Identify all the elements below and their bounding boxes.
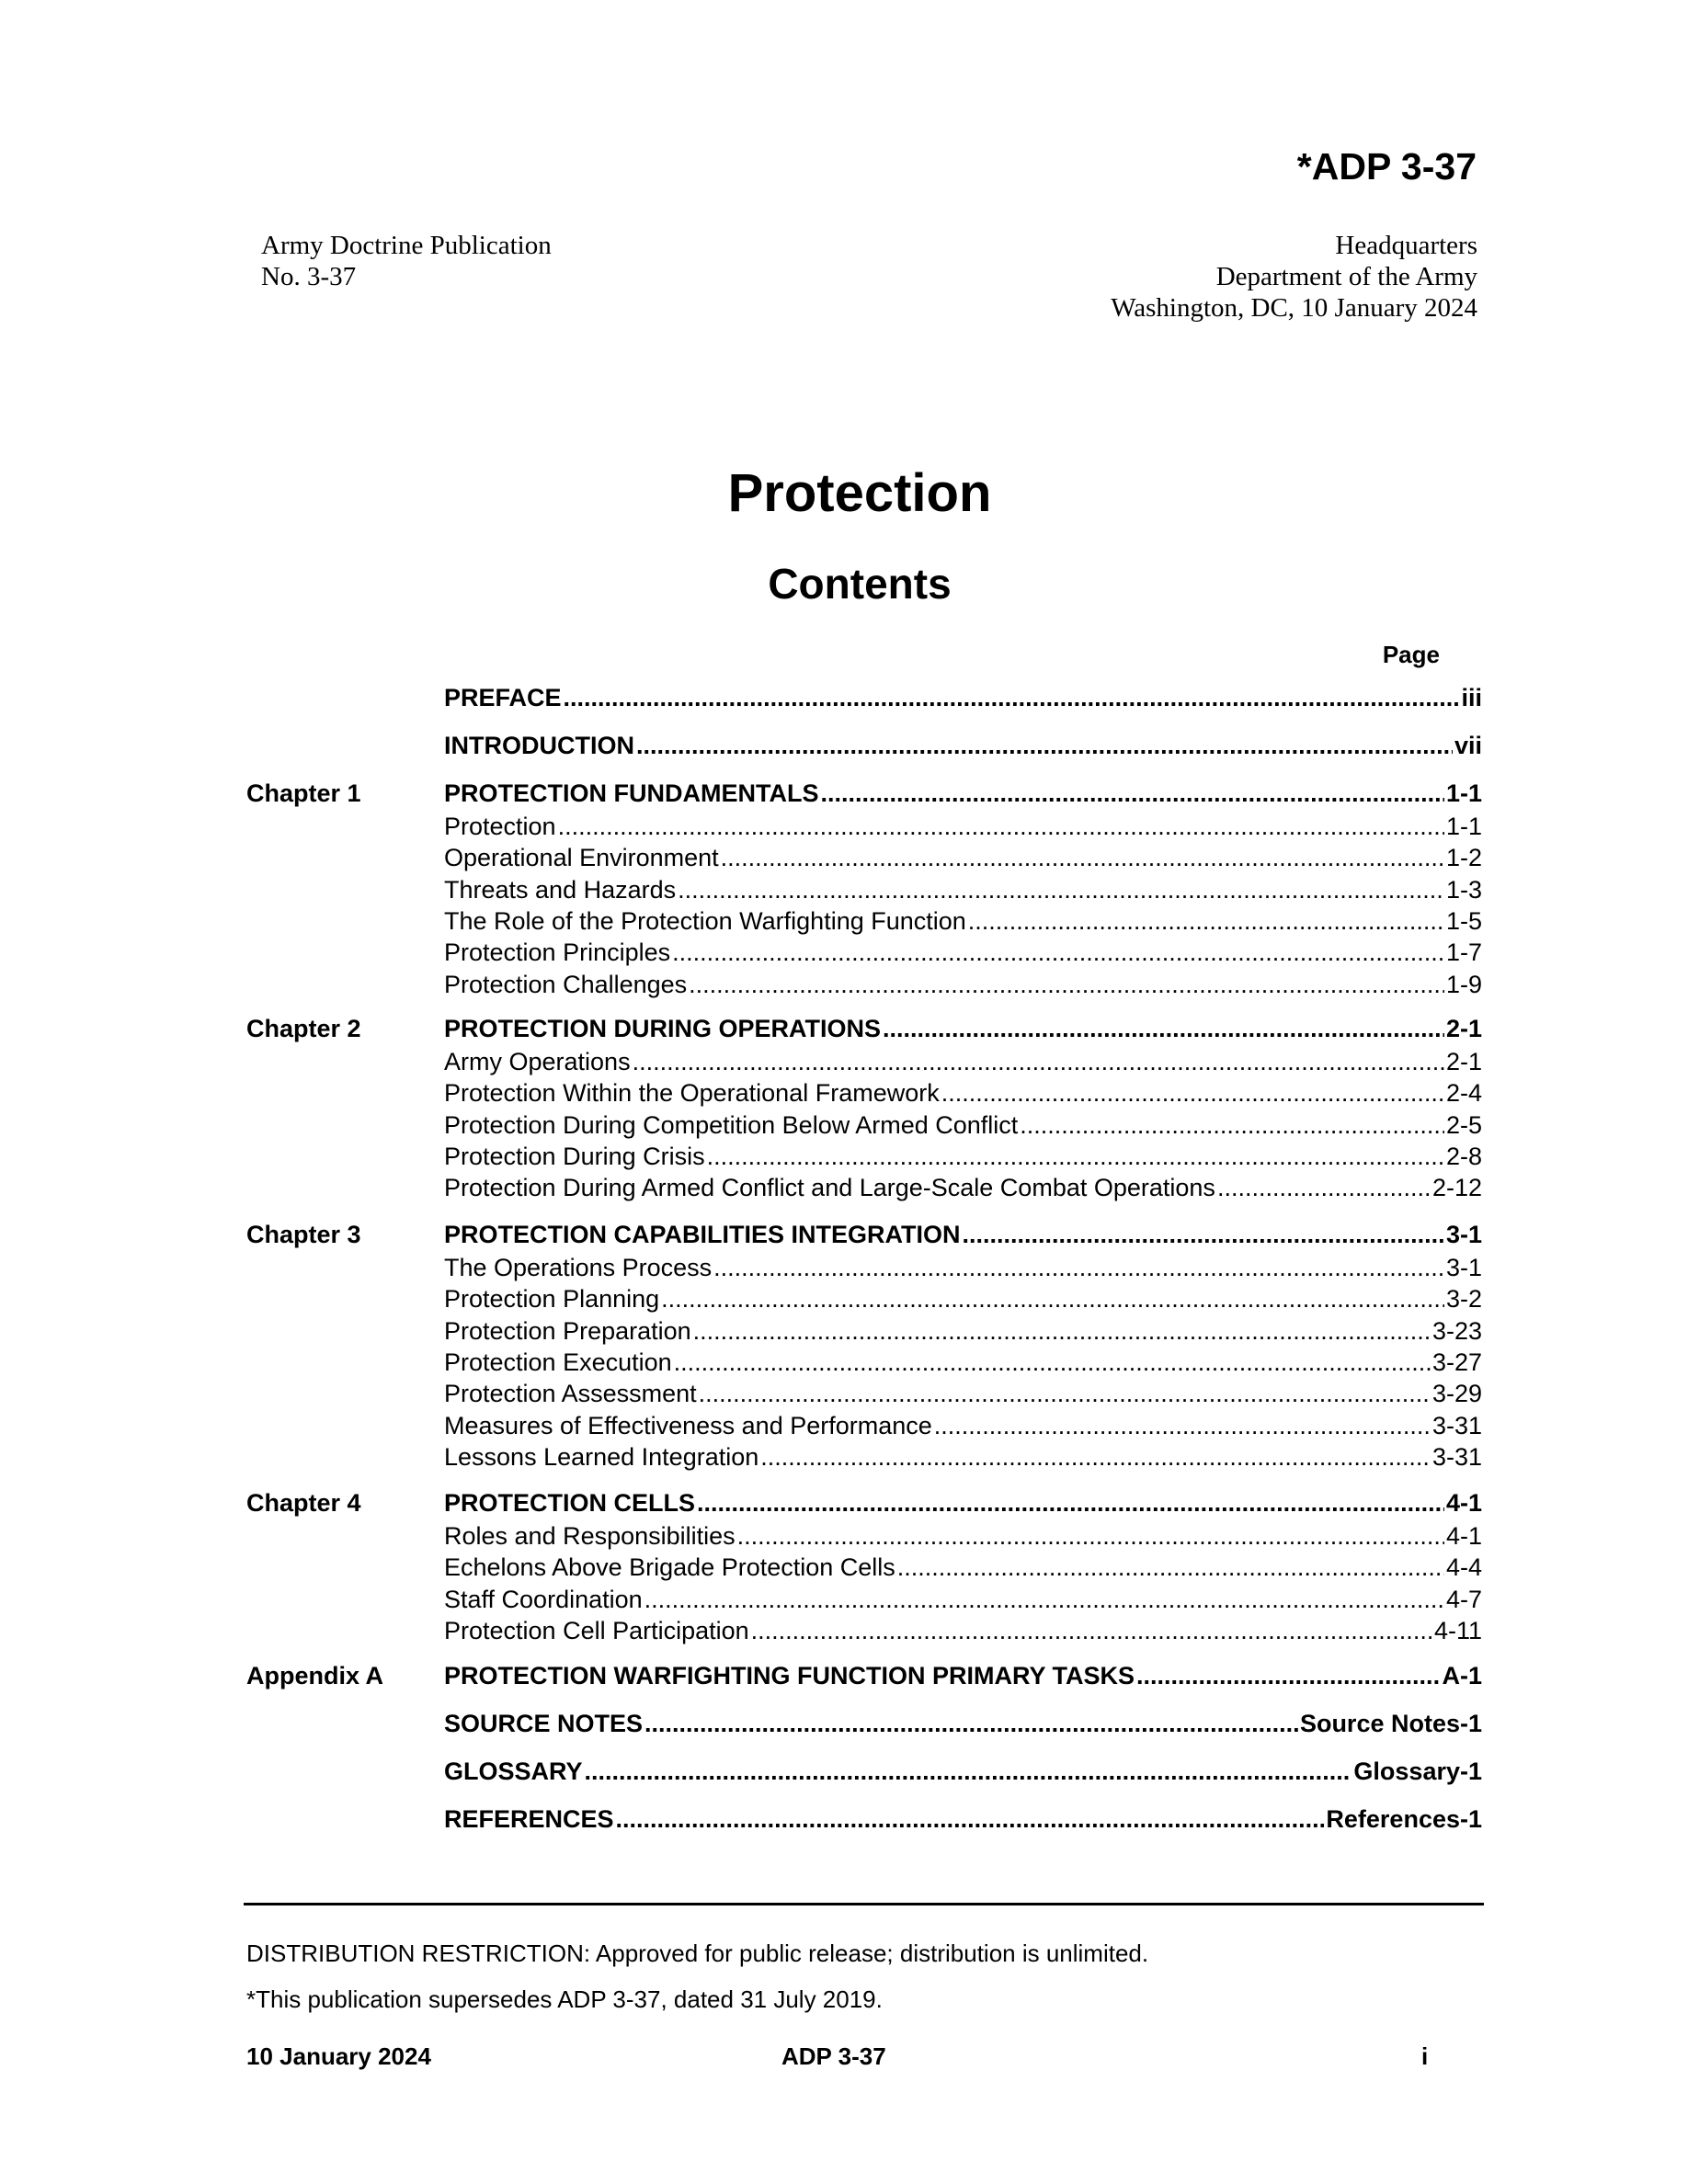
toc-entry-row[interactable] (444, 1410, 1482, 1441)
toc-page-number: 2-4 (1445, 1079, 1482, 1108)
toc-entry-row[interactable] (444, 874, 1482, 905)
toc-entry-title: Protection Within the Operational Framework (444, 1079, 940, 1108)
toc-entry-title: INTRODUCTION (444, 732, 634, 759)
toc-entry-row[interactable] (444, 937, 1482, 968)
toc-entry-title: REFERENCES (444, 1805, 614, 1833)
publication-number: *ADP 3-37 (1296, 145, 1477, 188)
toc-heading-row[interactable] (444, 1487, 1482, 1519)
supersedes-note: *This publication supersedes ADP 3-37, dated 31 July 2019. (246, 1985, 883, 2013)
dot-leader (707, 1141, 1444, 1172)
toc-entry-title: The Operations Process (444, 1254, 713, 1281)
toc-entry-row[interactable] (444, 1141, 1482, 1172)
toc-entry-title: Army Operations (444, 1048, 631, 1075)
dot-leader (693, 1315, 1431, 1347)
dot-leader (751, 1615, 1432, 1646)
toc-page-number: 2-1 (1445, 1048, 1482, 1075)
dot-leader (644, 1708, 1298, 1739)
toc-entry-title: Protection Execution (444, 1348, 672, 1376)
toc-section-label: Chapter 4 (246, 1489, 361, 1517)
toc-entry-title: Protection Cell Participation (444, 1616, 749, 1644)
dot-leader (1020, 1109, 1444, 1141)
dot-leader (689, 969, 1444, 1000)
toc-heading-row[interactable] (444, 682, 1482, 713)
dot-leader (820, 778, 1443, 809)
toc-entry-row[interactable] (444, 1172, 1482, 1203)
dot-leader (616, 1803, 1325, 1835)
department-line: Department of the Army (1215, 262, 1477, 291)
toc-entry-title: Measures of Effectiveness and Performance (444, 1411, 932, 1439)
toc-page-number: 4-11 (1433, 1616, 1482, 1644)
toc-page-number: 3-29 (1431, 1380, 1482, 1408)
toc-entry-row[interactable] (444, 1252, 1482, 1283)
toc-page-number: Source Notes-1 (1299, 1710, 1482, 1737)
toc-entry-title: The Role of the Protection Warfighting Function (444, 906, 966, 935)
toc-entry-title: Protection Principles (444, 938, 671, 967)
dot-leader (1136, 1660, 1440, 1691)
toc-page-number: Glossary-1 (1353, 1757, 1482, 1785)
toc-page-number: 3-23 (1431, 1316, 1482, 1345)
dot-leader (674, 1347, 1431, 1378)
toc-entry-row[interactable] (444, 969, 1482, 1000)
dot-leader (678, 874, 1444, 905)
toc-page-number: 4-7 (1445, 1585, 1482, 1613)
toc-page-number: 3-1 (1445, 1254, 1482, 1281)
toc-entry-title: Lessons Learned Integration (444, 1442, 759, 1471)
toc-heading-row[interactable] (444, 1219, 1482, 1250)
toc-page-number: 3-27 (1431, 1348, 1482, 1376)
toc-section-label: Chapter 1 (246, 779, 361, 807)
distribution-restriction: DISTRIBUTION RESTRICTION: Approved for public release; distribution is unlimited. (246, 1939, 1149, 1967)
toc-page-number: 1-2 (1445, 844, 1482, 872)
dot-leader (636, 730, 1453, 761)
toc-page-number: 2-12 (1431, 1174, 1482, 1202)
dot-leader (644, 1584, 1444, 1615)
dot-leader (1217, 1172, 1431, 1203)
toc-page-number: A-1 (1442, 1662, 1482, 1689)
dot-leader (934, 1410, 1431, 1441)
toc-heading-row[interactable] (444, 730, 1482, 761)
toc-entry-title: PROTECTION FUNDAMENTALS (444, 779, 819, 807)
toc-page-number: vii (1454, 732, 1482, 759)
toc-entry-row[interactable] (444, 905, 1482, 937)
toc-heading-row[interactable] (444, 1803, 1482, 1835)
toc-entry-row[interactable] (444, 1283, 1482, 1314)
toc-entry-title: Protection During Crisis (444, 1142, 705, 1170)
toc-page-number: 3-2 (1445, 1285, 1482, 1314)
toc-entry-title: GLOSSARY (444, 1757, 583, 1785)
toc-page-number: 1-1 (1445, 779, 1482, 807)
dot-leader (897, 1552, 1444, 1583)
toc-entry-title: SOURCE NOTES (444, 1710, 644, 1737)
toc-entry-title: PROTECTION CAPABILITIES INTEGRATION (444, 1221, 961, 1248)
toc-page-number: 1-7 (1445, 938, 1482, 967)
toc-page-number: References-1 (1326, 1805, 1482, 1833)
dot-leader (941, 1077, 1444, 1109)
toc-entry-row[interactable] (444, 811, 1482, 842)
toc-entry-row[interactable] (444, 842, 1482, 873)
toc-entry-row[interactable] (444, 1615, 1482, 1646)
toc-heading-row[interactable] (444, 778, 1482, 809)
toc-entry-row[interactable] (444, 1552, 1482, 1583)
toc-entry-row[interactable] (444, 1441, 1482, 1473)
dot-leader (883, 1013, 1444, 1044)
toc-page-number: 3-1 (1445, 1221, 1482, 1248)
toc-entry-title: Protection Preparation (444, 1316, 691, 1345)
toc-page-number: 2-8 (1445, 1142, 1482, 1170)
toc-section-label: Chapter 2 (246, 1015, 361, 1042)
dot-leader (697, 1487, 1444, 1519)
toc-page-number: iii (1461, 684, 1482, 711)
toc-page-number: 2-5 (1445, 1110, 1482, 1139)
publication-number-line: No. 3-37 (261, 262, 357, 291)
toc-page-number: 1-9 (1445, 970, 1482, 998)
footer-date: 10 January 2024 (246, 2042, 431, 2070)
toc-entry-title: Roles and Responsibilities (444, 1522, 736, 1550)
footer-publication: ADP 3-37 (781, 2042, 886, 2070)
toc-page-number: 4-4 (1445, 1553, 1482, 1582)
dot-leader (968, 905, 1444, 937)
toc-entry-row[interactable] (444, 1077, 1482, 1109)
toc-page-number: 4-1 (1445, 1489, 1482, 1517)
toc-entry-title: Protection (444, 813, 556, 840)
dot-leader (721, 842, 1444, 873)
toc-entry-row[interactable] (444, 1378, 1482, 1409)
toc-page-number: 3-31 (1431, 1411, 1482, 1439)
toc-heading-row[interactable] (444, 1013, 1482, 1044)
dot-leader (633, 1046, 1444, 1077)
toc-section-label: Chapter 3 (246, 1221, 361, 1248)
toc-page-number: 1-3 (1445, 875, 1482, 904)
toc-entry-title: Protection Planning (444, 1285, 660, 1314)
dot-leader (699, 1378, 1431, 1409)
toc-entry-title: Staff Coordination (444, 1585, 643, 1613)
toc-entry-title: PROTECTION WARFIGHTING FUNCTION PRIMARY TASKS (444, 1662, 1135, 1689)
document-title: Protection (727, 463, 992, 523)
page-column-heading: Page (1382, 641, 1440, 668)
publication-info (261, 230, 552, 292)
contents-heading: Contents (768, 560, 952, 608)
toc-page-number: 1-5 (1445, 906, 1482, 935)
toc-entry-row[interactable] (444, 1347, 1482, 1378)
toc-entry-title: PROTECTION DURING OPERATIONS (444, 1015, 882, 1042)
footer-page-number: i (1421, 2042, 1429, 2070)
dot-leader (661, 1283, 1444, 1314)
toc-page-number: 3-31 (1431, 1442, 1482, 1471)
dot-leader (558, 811, 1444, 842)
dot-leader (672, 937, 1444, 968)
dot-leader (760, 1441, 1431, 1473)
dot-leader (737, 1520, 1444, 1552)
toc-entry-title: Operational Environment (444, 844, 719, 872)
toc-section-label: Appendix A (246, 1662, 384, 1689)
headquarters-line: Headquarters (1335, 231, 1477, 260)
toc-entry-row[interactable] (444, 1109, 1482, 1141)
toc-page-number: 1-1 (1445, 813, 1482, 840)
toc-entry-title: Echelons Above Brigade Protection Cells (444, 1553, 895, 1582)
toc-heading-row[interactable] (444, 1756, 1482, 1787)
toc-entry-title: Protection Challenges (444, 970, 688, 998)
toc-heading-row[interactable] (444, 1708, 1482, 1739)
horizontal-rule (244, 1903, 1484, 1905)
toc-entry-row[interactable] (444, 1584, 1482, 1615)
dot-leader (713, 1252, 1444, 1283)
toc-entry-title: Protection During Armed Conflict and Large-Scale Combat Operations (444, 1174, 1215, 1202)
location-date-line: Washington, DC, 10 January 2024 (1111, 293, 1477, 323)
toc-page-number: 2-1 (1445, 1015, 1482, 1042)
publication-type: Army Doctrine Publication (261, 231, 552, 260)
dot-leader (585, 1756, 1352, 1787)
toc-entry-row[interactable] (444, 1046, 1482, 1077)
toc-entry-title: PREFACE (444, 684, 562, 711)
issuing-authority (1111, 230, 1477, 324)
toc-entry-title: PROTECTION CELLS (444, 1489, 696, 1517)
toc-entry-row[interactable] (444, 1315, 1482, 1347)
toc-entry-title: Threats and Hazards (444, 875, 677, 904)
toc-page-number: 4-1 (1445, 1522, 1482, 1550)
toc-entry-title: Protection During Competition Below Armed Conflict (444, 1110, 1019, 1139)
toc-entry-title: Protection Assessment (444, 1380, 697, 1408)
toc-heading-row[interactable] (444, 1660, 1482, 1691)
toc-entry-row[interactable] (444, 1520, 1482, 1552)
dot-leader (963, 1219, 1444, 1250)
dot-leader (564, 682, 1460, 713)
